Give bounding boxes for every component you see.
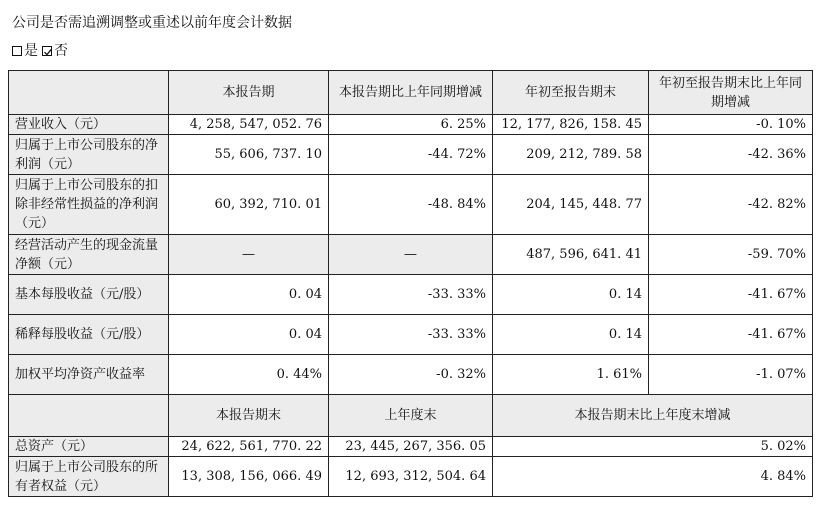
cell-current: 4, 258, 547, 052. 76 [169,115,329,135]
cell-prior-year-end: 23, 445, 267, 356. 05 [329,437,493,457]
table-row [9,275,813,315]
cell-current-change: -48. 84% [329,175,493,235]
cell-current: 0. 04 [169,275,329,315]
row-label: 归属于上市公司股东的扣除非经常性损益的净利润（元） [9,175,169,235]
header-current-change: 本报告期比上年同期增减 [329,71,493,115]
cell-current-change: — [329,235,493,275]
table-row [9,315,813,355]
option-yes-label: 是 [24,43,38,59]
cell-ytd-change: -42. 82% [649,175,813,235]
cell-ytd: 209, 212, 789. 58 [493,135,649,175]
cell-current-change: -33. 33% [329,275,493,315]
cell-ytd: 487, 596, 641. 41 [493,235,649,275]
cell-ytd-change: -42. 36% [649,135,813,175]
cell-ytd-change: -59. 70% [649,235,813,275]
table-row [9,355,813,395]
subheader-period-end: 本报告期末 [169,395,329,437]
cell-ytd: 1. 61% [493,355,649,395]
cell-ytd-change: -0. 10% [649,115,813,135]
cell-current: 60, 392, 710. 01 [169,175,329,235]
cell-current: 0. 04 [169,315,329,355]
subheader-blank [9,395,169,437]
row-label: 总资产（元） [9,437,169,457]
cell-ytd: 0. 14 [493,275,649,315]
financial-data-table [8,70,813,497]
option-yes[interactable] [12,42,38,60]
table-header-row [9,71,813,115]
subheader-prior-year-end: 上年度末 [329,395,493,437]
cell-current-change: -0. 32% [329,355,493,395]
cell-current-change: -33. 33% [329,315,493,355]
cell-ytd-change: -1. 07% [649,355,813,395]
row-label: 营业收入（元） [9,115,169,135]
subheader-change: 本报告期末比上年度末增减 [493,395,813,437]
cell-current: 55, 606, 737. 10 [169,135,329,175]
cell-ytd-change: -41. 67% [649,275,813,315]
restatement-options [12,42,72,60]
row-label: 归属于上市公司股东的净利润（元） [9,135,169,175]
table-row [9,235,813,275]
header-ytd: 年初至报告期末 [493,71,649,115]
section-heading: 公司是否需追溯调整或重述以前年度会计数据 [12,15,292,31]
cell-ytd: 0. 14 [493,315,649,355]
row-label: 经营活动产生的现金流量净额（元） [9,235,169,275]
option-no[interactable] [42,42,68,60]
cell-prior-year-end: 12, 693, 312, 504. 64 [329,457,493,497]
row-label: 归属于上市公司股东的所有者权益（元） [9,457,169,497]
cell-current: — [169,235,329,275]
cell-period-end: 13, 308, 156, 066. 49 [169,457,329,497]
row-label: 稀释每股收益（元/股） [9,315,169,355]
table-row [9,437,813,457]
row-label: 基本每股收益（元/股） [9,275,169,315]
cell-change: 4. 84% [493,457,813,497]
cell-current-change: 6. 25% [329,115,493,135]
table-row [9,175,813,235]
cell-period-end: 24, 622, 561, 770. 22 [169,437,329,457]
table-row [9,457,813,497]
header-blank [9,71,169,115]
header-ytd-change: 年初至报告期末比上年同期增减 [649,71,813,115]
option-no-label: 否 [54,43,68,59]
cell-ytd: 12, 177, 826, 158. 45 [493,115,649,135]
table-row [9,115,813,135]
table-row [9,135,813,175]
cell-current-change: -44. 72% [329,135,493,175]
header-current-period: 本报告期 [169,71,329,115]
cell-change: 5. 02% [493,437,813,457]
checkbox-checked-icon[interactable] [42,46,52,56]
table-subheader-row [9,395,813,437]
cell-ytd: 204, 145, 448. 77 [493,175,649,235]
cell-ytd-change: -41. 67% [649,315,813,355]
row-label: 加权平均净资产收益率 [9,355,169,395]
cell-current: 0. 44% [169,355,329,395]
checkbox-unchecked-icon[interactable] [12,46,22,56]
